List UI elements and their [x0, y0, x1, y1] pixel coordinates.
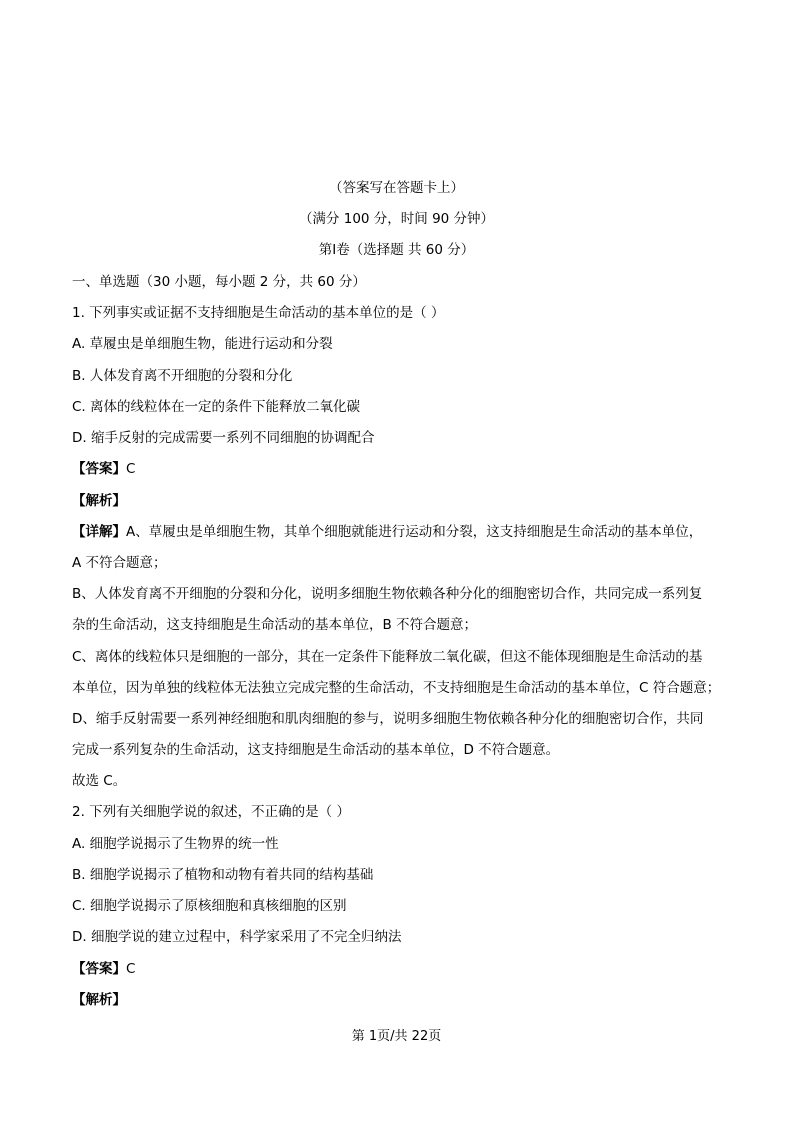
question-1-analysis-tag: [72, 492, 126, 510]
question-2-option-d: D. 细胞学说的建立过程中，科学家采用了不完全归纳法: [72, 929, 402, 945]
analysis-tag: 【解析】: [72, 493, 126, 509]
question-2-option-c: C. 细胞学说揭示了原核细胞和真核细胞的区别: [72, 898, 347, 914]
question-1-option-d: D. 缩手反射的完成需要一系列不同细胞的协调配合: [72, 430, 375, 446]
question-1-stem: 1. 下列事实或证据不支持细胞是生命活动的基本单位的是（ ）: [72, 305, 445, 321]
explanation-line: D、缩手反射需要一系列神经细胞和肌肉细胞的参与，说明多细胞生物依赖各种分化的细胞密切合作，共同: [72, 711, 704, 727]
question-2-option-a: A. 细胞学说揭示了生物界的统一性: [72, 836, 279, 852]
explanation-line: 完成一系列复杂的生命活动，这支持细胞是生命活动的基本单位，D 不符合题意。: [72, 742, 560, 758]
conclusion-line: 故选 C。: [72, 773, 127, 789]
answer-note: （答案写在答题卡上）: [329, 180, 464, 196]
explanation-line: C、离体的线粒体只是细胞的一部分，其在一定条件下能释放二氧化碳，但这不能体现细胞是生命活动的基: [72, 649, 703, 665]
question-2-answer: [72, 960, 135, 978]
explanation-line: 本单位，因为单独的线粒体无法独立完成完整的生命活动，不支持细胞是生命活动的基本单位，C 符合题意；: [72, 680, 721, 696]
explanation-line: A 不符合题意；: [72, 555, 167, 571]
explanation-line: [72, 523, 702, 541]
answer-value: C: [126, 961, 136, 977]
explanation-line: B、人体发育离不开细胞的分裂和分化，说明多细胞生物依赖各种分化的细胞密切合作，共同完成一系列复: [72, 586, 703, 602]
question-2-option-b: B. 细胞学说揭示了植物和动物有着共同的结构基础: [72, 867, 374, 883]
score-time-info: （满分 100 分，时间 90 分钟）: [298, 211, 495, 227]
question-2-stem: 2. 下列有关细胞学说的叙述，不正确的是（ ）: [72, 804, 350, 820]
answer-value: C: [126, 461, 136, 477]
question-1-option-c: C. 离体的线粒体在一定的条件下能释放二氧化碳: [72, 399, 361, 415]
question-2-analysis-tag: [72, 991, 126, 1009]
question-1-option-a: A. 草履虫是单细胞生物，能进行运动和分裂: [72, 336, 333, 352]
part-title: 一、单选题（30 小题，每小题 2 分，共 60 分）: [72, 274, 366, 290]
page-number: 第 1页/共 22页: [351, 1029, 442, 1044]
detail-tag: 【详解】: [72, 524, 126, 540]
explanation-line: 杂的生命活动，这支持细胞是生命活动的基本单位，B 不符合题意；: [72, 617, 478, 633]
explanation-text: A、草履虫是单细胞生物，其单个细胞就能进行运动和分裂，这支持细胞是生命活动的基本单位，: [126, 524, 703, 540]
question-1-answer: [72, 460, 135, 478]
question-1-option-b: B. 人体发育离不开细胞的分裂和分化: [72, 368, 293, 384]
analysis-tag: 【解析】: [72, 992, 126, 1008]
answer-tag: 【答案】: [72, 461, 126, 477]
section-title: 第Ⅰ卷（选择题 共 60 分）: [318, 242, 475, 258]
answer-tag: 【答案】: [72, 961, 126, 977]
